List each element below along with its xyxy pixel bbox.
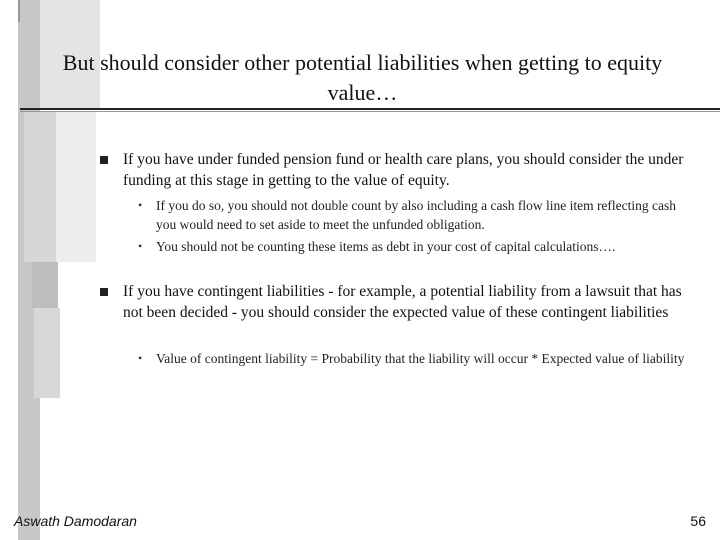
decorative-bar (18, 0, 20, 22)
footer-author: Aswath Damodaran (14, 513, 137, 529)
subbullet-marker: • (138, 198, 143, 212)
title-divider (20, 108, 720, 110)
decorative-bar (24, 112, 56, 262)
subbullet-text: You should not be counting these items as debt in your cost of capital calculations…. (156, 239, 616, 254)
page-number: 56 (690, 513, 706, 529)
title-divider-shadow (20, 111, 720, 112)
bullet-marker (100, 288, 108, 296)
bullet-text: If you have under funded pension fund or health care plans, you should consider the under funding at this stage in getting to the value of equity. (123, 151, 684, 189)
bullet-text: If you have contingent liabilities - for example, a potential liability from a lawsuit that has not been decided - you should consider the expected value of these contingent liabilities (123, 283, 682, 321)
subbullet-text: Value of contingent liability = Probability that the liability will occur * Expected value of liability (156, 351, 685, 366)
bullet-marker (100, 156, 108, 164)
decorative-bar (34, 308, 60, 398)
decorative-bar (56, 112, 96, 262)
subbullet-marker: • (138, 351, 143, 365)
subbullet-marker: • (138, 239, 143, 253)
decorative-bar (32, 262, 58, 308)
slide-title: But should consider other potential liabilities when getting to equity value… (62, 50, 663, 105)
subbullet-text: If you do so, you should not double count by also including a cash flow line item reflecting cash you would need to set aside to meet the unfunded obligation. (156, 198, 677, 232)
